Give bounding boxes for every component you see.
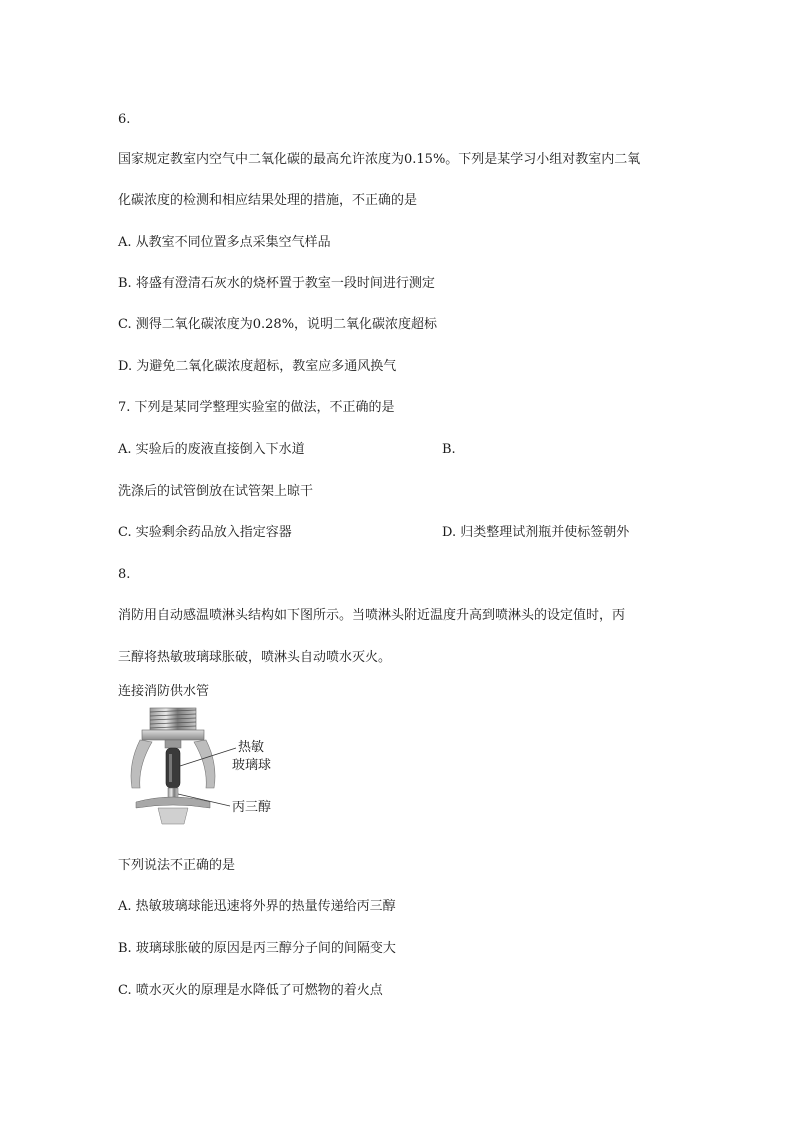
- q8-stem-line1: 消防用自动感温喷淋头结构如下图所示。当喷淋头附近温度升高到喷淋头的设定值时，丙: [118, 608, 626, 623]
- figure-label-glycerol: 丙三醇: [232, 800, 272, 815]
- q6-option-d: D. 为避免二氧化碳浓度超标，教室应多通风换气: [118, 359, 397, 374]
- q7-option-b-text: 洗涤后的试管倒放在试管架上晾干: [118, 484, 314, 499]
- q8-option-b: B. 玻璃球胀破的原因是丙三醇分子间的间隔变大: [118, 941, 396, 956]
- q6-option-c: C. 测得二氧化碳浓度为0.28%，说明二氧化碳浓度超标: [118, 317, 438, 332]
- q6-option-b: B. 将盛有澄清石灰水的烧杯置于教室一段时间进行测定: [118, 276, 435, 291]
- q7-option-c: C. 实验剩余药品放入指定容器: [118, 525, 292, 540]
- q6-option-a: A. 从教室不同位置多点采集空气样品: [118, 235, 331, 250]
- q7-stem: 7. 下列是某同学整理实验室的做法，不正确的是: [118, 400, 395, 415]
- q7-option-b-letter: B.: [442, 442, 456, 457]
- figure-label-water-pipe: 连接消防供水管: [118, 684, 210, 699]
- figure-label-bulb-1: 热敏: [238, 740, 265, 755]
- q8-option-c: C. 喷水灭火的原理是水降低了可燃物的着火点: [118, 983, 383, 998]
- q6-stem-line1: 国家规定教室内空气中二氧化碳的最高允许浓度为0.15%。下列是某学习小组对教室内二氧: [118, 152, 641, 167]
- q6-stem-line2: 化碳浓度的检测和相应结果处理的措施，不正确的是: [118, 193, 418, 208]
- q8-option-a: A. 热敏玻璃球能迅速将外界的热量传递给丙三醇: [118, 899, 396, 914]
- figure-label-bulb-2: 玻璃球: [232, 758, 272, 773]
- sprinkler-figure: [118, 684, 288, 834]
- q8-question: 下列说法不正确的是: [118, 858, 236, 873]
- q6-number: 6.: [118, 112, 131, 127]
- q7-option-a: A. 实验后的废液直接倒入下水道: [118, 442, 305, 457]
- q8-stem-line2: 三醇将热敏玻璃球胀破，喷淋头自动喷水灭火。: [118, 650, 392, 665]
- q7-option-d: D. 归类整理试剂瓶并使标签朝外: [442, 525, 630, 540]
- q8-number: 8.: [118, 567, 131, 582]
